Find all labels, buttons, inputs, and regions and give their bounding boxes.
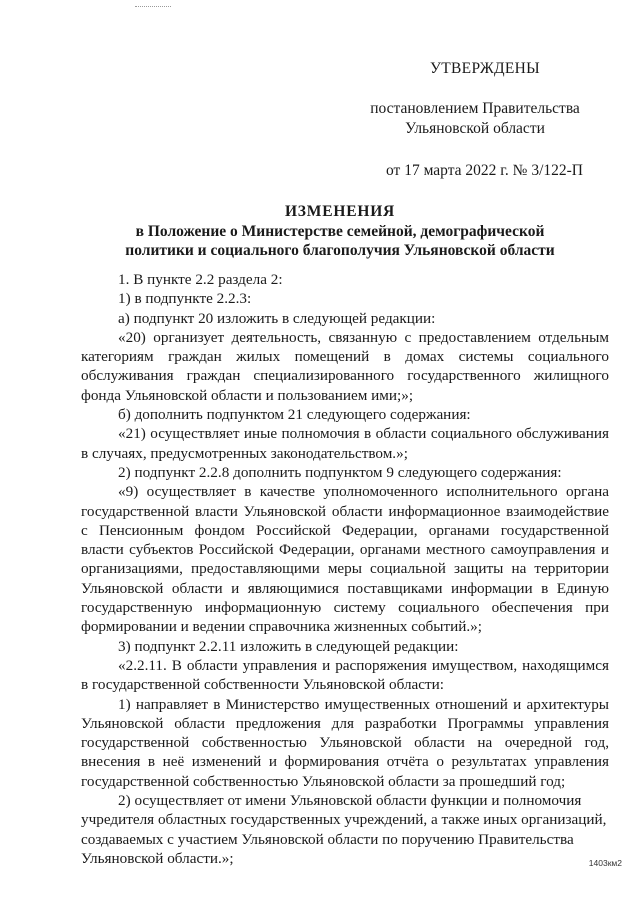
document-title	[80, 202, 600, 261]
paragraph: 2) подпункт 2.2.8 дополнить подпунктом 9 следующего содержания:	[118, 463, 562, 481]
paragraph: «9) осуществляет в качестве уполномоченного исполнительного органа государственной власти Ульяновской области информационное взаимодействие с Пенсионным фондом Российской Федерации, органами государственной власти субъектов Российской Федерации, органами местного самоуправления и организациями, предоставляющими меры социальной защиты на территории Ульяновской области и являющимися поставщиками информации в Единую государственную информационную систему социального обеспечения при формировании и ведении справочника жизненных событий.»;	[81, 483, 609, 636]
paragraph: 2) осуществляет от имени Ульяновской области функции и полномочия учредителя областных государственных учреждений, а также иных организаций, создаваемых с участием Ульяновской области по поручению Правительства Ульяновской области.»;	[81, 792, 607, 867]
approval-line-1: постановлением Правительства	[370, 100, 580, 117]
title-line-2: политики и социального благополучия Ульяновской области	[125, 242, 555, 259]
paragraph: «20) организует деятельность, связанную с предоставлением отдельным категориям граждан жилых помещений в домах системы социального обслуживания граждан специализированного государственного жилищного фонда Ульяновской области и пользованием ими;»;	[81, 328, 609, 404]
document-body	[81, 270, 609, 868]
approval-line-2: Ульяновской области	[405, 120, 545, 137]
paragraph: а) подпункт 20 изложить в следующей редакции:	[118, 309, 436, 327]
scan-artifact	[135, 6, 171, 8]
paragraph: 1) в подпункте 2.2.3:	[118, 290, 252, 308]
approval-date: от 17 марта 2022 г. № 3/122-П	[386, 162, 583, 179]
paragraph: 3) подпункт 2.2.11 изложить в следующей редакции:	[118, 637, 459, 655]
title-line-1: в Положение о Министерстве семейной, демографической	[135, 222, 545, 240]
approval-block	[330, 59, 620, 181]
paragraph: «21) осуществляет иные полномочия в области социального обслуживания в случаях, предусмотренных законодательством.»;	[81, 425, 609, 462]
title-main: ИЗМЕНЕНИЯ	[284, 203, 396, 220]
paragraph: «2.2.11. В области управления и распоряжения имуществом, находящимся в государственной собственности Ульяновской области:	[81, 656, 609, 694]
paragraph: 1. В пункте 2.2 раздела 2:	[118, 271, 283, 288]
paragraph: б) дополнить подпунктом 21 следующего содержания:	[118, 406, 471, 424]
document-code: 1403км2	[588, 858, 622, 868]
approval-heading: УТВЕРЖДЕНЫ	[430, 60, 540, 77]
paragraph: 1) направляет в Министерство имущественных отношений и архитектуры Ульяновской области предложения для разработки Программы управления государственной собственностью Ульяновской области на очередной год, внесения в неё изменений и формирования отчёта о результатах управления государственной собственностью Ульяновской области за прошедший год;	[81, 695, 609, 790]
